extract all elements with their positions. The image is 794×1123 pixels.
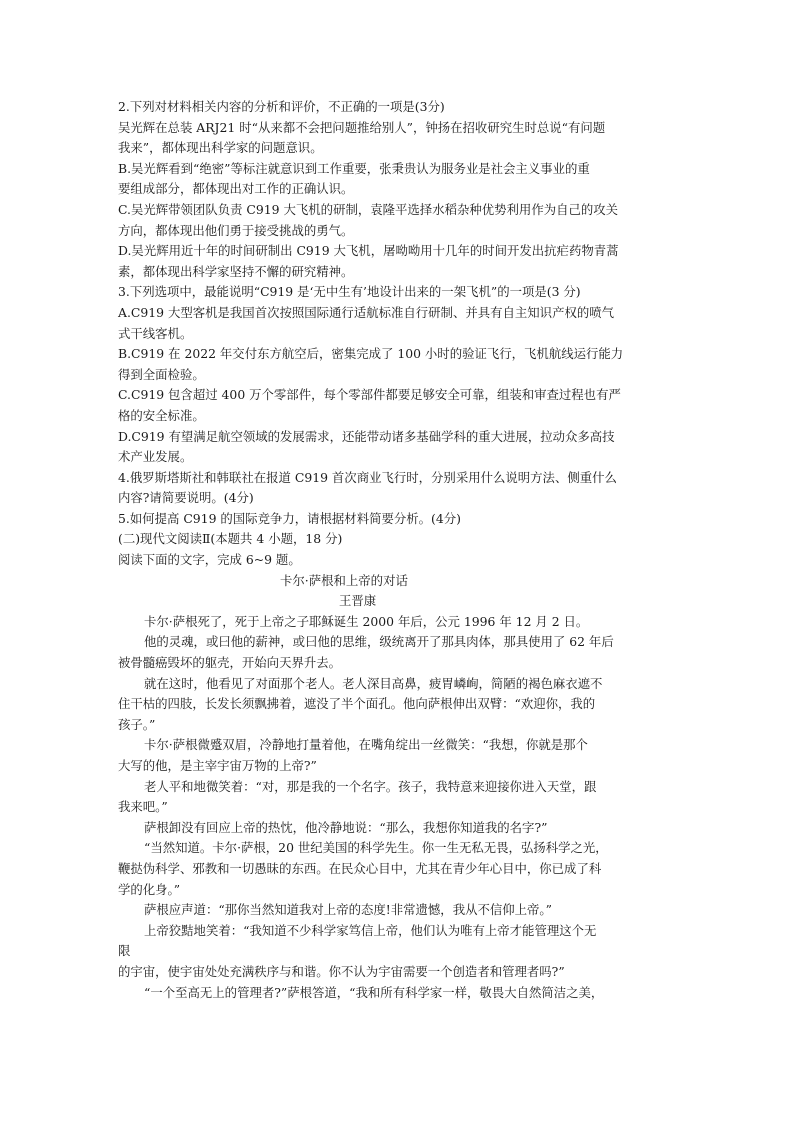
option-line: 术产业发展。 — [118, 449, 193, 465]
story-author: 王晋康 — [339, 593, 377, 609]
question-3-stem: 3.下列选项中，最能说明“C919 是‘无中生有’地设计出来的一架飞机”的一项是(3 分) — [118, 284, 581, 300]
story-line: 限 — [118, 943, 131, 959]
story-line: 就在这时，他看见了对面那个老人。老人深目高鼻，疲胃嶙峋，简陋的褐色麻衣遮不 — [144, 675, 603, 691]
question-4 — [118, 468, 684, 509]
option-line: C.吴光辉带领团队负责 C919 大飞机的研制，袁隆平选择水稻杂种优势利用作为自己的攻关 — [118, 201, 619, 217]
exam-page — [118, 97, 684, 1003]
option-line: A.C919 大型客机是我国首次按照国际通行适航标准自行研制、并具有自主知识产权的喷气 — [118, 304, 615, 320]
story-line: 萨根应声道：“那你当然知道我对上帝的态度!非常遗憾，我从不信仰上帝。” — [144, 902, 552, 918]
option-line: 吴光辉在总装 ARJ21 时“从来都不会把问题推给别人”，钟扬在招收研究生时总说“有问题 — [118, 119, 606, 135]
option-line: 素，都体现出科学家坚持不懈的研究精神。 — [118, 263, 354, 279]
question-4-line: 内容?请简要说明。(4分) — [118, 490, 254, 506]
story-line: 学的化身。” — [118, 881, 181, 897]
story-line: 老人平和地微笑着：“对，那是我的一个名字。孩子，我特意来迎接你进入天堂，跟 — [144, 778, 597, 794]
story-line: “一个至高无上的管理者?”萨根答道，“我和所有科学家一样，敬畏大自然简洁之美， — [144, 984, 604, 1000]
story-line: 的宇宙，使宇宙处处充满秩序与和谐。你不认为宇宙需要一个创造者和管理者吗?” — [118, 963, 565, 979]
section-heading: (二)现代文阅读Ⅱ(本题共 4 小题，18 分) — [118, 531, 343, 547]
story-title: 卡尔·萨根和上帝的对话 — [280, 572, 408, 588]
story-line: “当然知道。卡尔·萨根，20 世纪美国的科学先生。你一生无私无畏，弘扬科学之光， — [144, 840, 608, 856]
story-line: 我来吧。” — [118, 799, 168, 815]
option-line: 得到全面检验。 — [118, 366, 205, 382]
question-2-stem: 2.下列对材料相关内容的分析和评价，不正确的一项是(3分) — [118, 99, 445, 114]
story-line: 他的灵魂，或曰他的薪神，或曰他的思维，级统离开了那具肉体，那具使用了 62 年后 — [144, 634, 614, 650]
story-line: 卡尔·萨根微蹙双眉，冷静地打量着他，在嘴角绽出一丝微笑：“我想，你就是那个 — [144, 737, 588, 753]
story-line: 萨根卸没有回应上帝的热忱，他冷静地说：“那么，我想你知道我的名字?” — [144, 819, 548, 835]
option-line: 式干线客机。 — [118, 325, 193, 341]
story-body — [118, 612, 684, 1003]
option-line: C.C919 包含超过 400 万个零部件，每个零部件都要足够安全可靠，组装和审查过程也有严 — [118, 387, 621, 403]
story-line: 孩子。” — [118, 716, 156, 732]
story-line: 大写的他，是主宰宇宙万物的上帝?” — [118, 758, 317, 773]
question-3-options — [118, 303, 684, 468]
story-line: 住干枯的四肢，长发长须飘拂着，遮没了半个面孔。他向萨根伸出双臂：“欢迎你，我的 — [118, 696, 596, 712]
option-line: D.吴光辉用近十年的时间研制出 C919 大飞机，屠呦呦用十几年的时间开发出抗疟药物青蒿 — [118, 243, 619, 259]
option-line: 格的安全标准。 — [118, 407, 205, 423]
story-line: 上帝狡黠地笑着：“我知道不少科学家笃信上帝，他们认为唯有上帝才能管理这个无 — [144, 922, 597, 938]
story-line: 鞭挞伪科学、邪教和一切愚昧的东西。在民众心目中，尤其在青少年心目中，你已成了科 — [118, 860, 602, 876]
option-line: B.吴光辉看到“绝密”等标注就意识到工作重要，张秉贵认为服务业是社会主义事业的重 — [118, 160, 590, 176]
option-line: 我来”，都体现出科学家的问题意识。 — [118, 140, 323, 156]
story-line: 被骨髓癌毁坏的躯壳，开始向天界升去。 — [118, 655, 342, 671]
option-line: B.C919 在 2022 年交付东方航空后，密集完成了 100 小时的验证飞行，飞机航线运行能力 — [118, 346, 624, 362]
story-line: 卡尔·萨根死了，死于上帝之子耶稣诞生 2000 年后，公元 1996 年 12 月 2 日。 — [144, 613, 589, 629]
section-instruction: 阅读下面的文字，完成 6~9 题。 — [118, 552, 301, 568]
question-4-line: 4.俄罗斯塔斯社和韩联社在报道 C919 首次商业飞行时，分别采用什么说明方法、侧重什么 — [118, 469, 617, 485]
option-line: 方向，都体现出他们勇于接受挑战的勇气。 — [118, 222, 354, 238]
question-5-stem: 5.如何提高 C919 的国际竞争力，请根据材料简要分析。(4分) — [118, 510, 461, 526]
option-line: D.C919 有望满足航空领域的发展需求，还能带动诸多基础学科的重大进展，拉动众多高技 — [118, 428, 615, 444]
option-line: 要组成部分，都体现出对工作的正确认识。 — [118, 181, 354, 197]
question-2-options — [118, 118, 684, 283]
